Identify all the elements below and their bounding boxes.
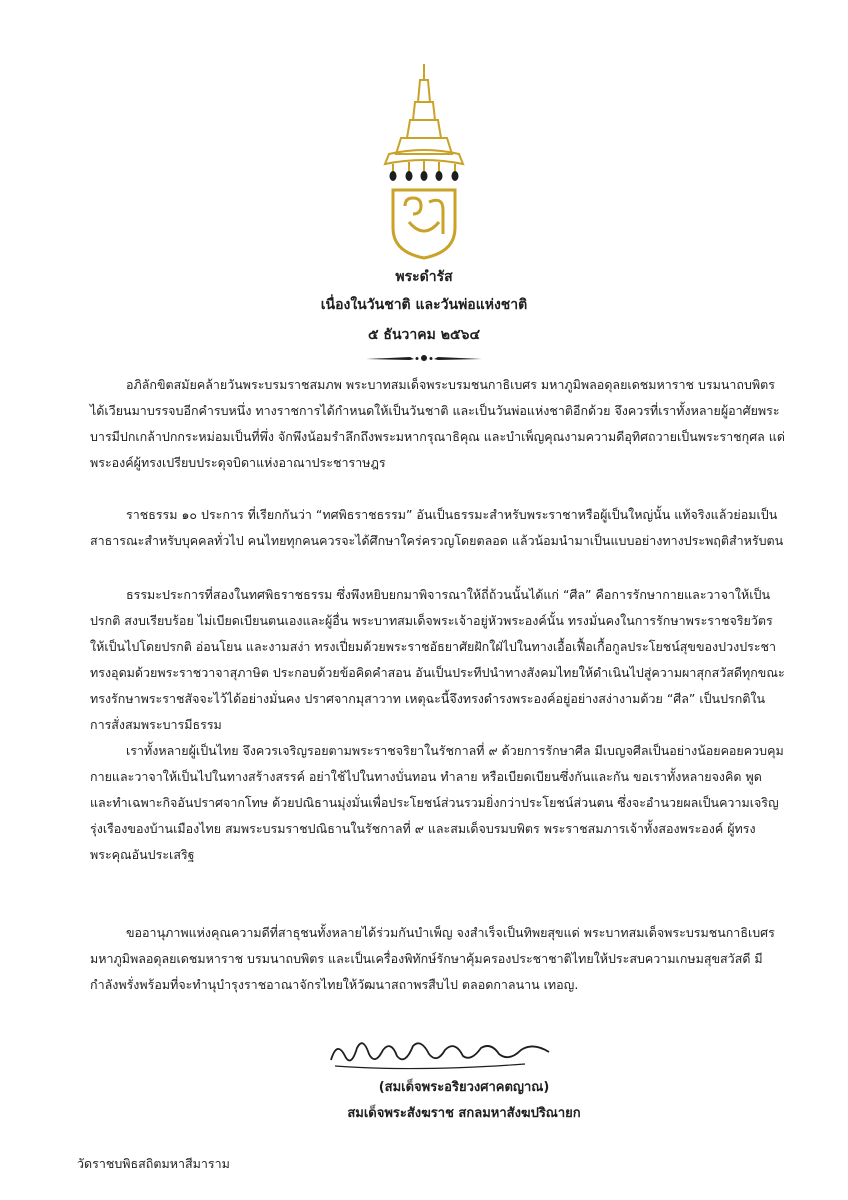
page-title: พระดำรัส [395,269,453,285]
body-paragraph-5: ขออานุภาพแห่งคุณความดีที่สาธุชนทั้งหลายได้ร่วมกันบำเพ็ญ จงสำเร็จเป็นทิพยสุขแด่ พระบาทสมเด็จพระบรมชนกาธิเบศร มหาภูมิพลอดุลยเดชมหาราช บรมนาถบพิตร และเป็นเครื่องพิทักษ์รักษาคุ้มครองประชาชาติไทยให้ประสบความเกษมสุขสวัสดี มีกำลังพรั่งพร้อมที่จะทำนุบำรุงราชอาณาจักรไทยให้วัฒนาสถาพรสืบไป ตลอดกาลนาน เทอญ. [90,925,775,992]
body-paragraph-2: ราชธรรม ๑๐ ประการ ที่เรียกกันว่า “ทศพิธราชธรรม” อันเป็นธรรมะสำหรับพระราชาหรือผู้เป็นใหญ่นั้น แท้จริงแล้วย่อมเป็นสาธารณะสำหรับบุคคลทั่วไป คนไทยทุกคนควรจะได้ศึกษาใคร่ครวญโดยตลอด แล้วน้อมนำมาเป็นแบบอย่างทางประพฤติสำหรับตน [90,507,784,548]
date-line: ๕ ธันวาคม ๒๕๖๔ [367,327,481,343]
footer-location: วัดราชบพิธสถิตมหาสีมาราม [77,1156,230,1171]
body-paragraph-3: ธรรมะประการที่สองในทศพิธราชธรรม ซึ่งพึงหยิบยกมาพิจารณาให้ถี่ถ้วนนั้นได้แก่ “ศีล” คือการรักษากายและวาจาให้เป็นปรกติ สงบเรียบร้อย ไม่เบียดเบียนตนเองและผู้อื่น พระบาทสมเด็จพระเจ้าอยู่หัวพระองค์นั้น ทรงมั่นคงในการรักษาพระราชจริยวัตรให้เป็นไปโดยปรกติ อ่อนโยน และงามสง่า ทรงเปี่ยมด้วยพระราชอัธยาศัยฝักใฝ่ไปในทางเอื้อเฟื้อเกื้อกูลประโยชน์สุขของปวงประชา ทรงอุดมด้วยพระราชวาจาสุภาษิต ประกอบด้วยข้อคิดคำสอน อันเป็นประทีปนำทางสังคมไทยให้ดำเนินไปสู่ความผาสุกสวัสดีทุกขณะ ทรงรักษาพระราชสัจจะไว้ได้อย่างมั่นคง ปราศจากมุสาวาท เหตุฉะนี้จึงทรงดำรงพระองค์อยู่อย่างสง่างามด้วย “ศีล” เป็นปรกติในการสั่งสมพระบารมีธรรม [90,587,785,732]
ornamental-divider [364,352,484,364]
signatory-name: (สมเด็จพระอริยวงศาคตญาณ) [378,1080,550,1095]
body-paragraph-4: เราทั้งหลายผู้เป็นไทย จึงควรเจริญรอยตามพระราชจริยาในรัชกาลที่ ๙ ด้วยการรักษาศีล มีเบญจศีลเป็นอย่างน้อยคอยควบคุมกายและวาจาให้เป็นไปในทางสร้างสรรค์ อย่าใช้ไปในทางบั่นทอน ทำลาย หรือเบียดเบียนซึ่งกันและกัน ขอเราทั้งหลายจงคิด พูด และทำเฉพาะกิจอันปราศจากโทษ ด้วยปณิธานมุ่งมั่นเพื่อประโยชน์ส่วนรวมยิ่งกว่าประโยชน์ส่วนตน ซึ่งจะอำนวยผลเป็นความเจริญรุ่งเรืองของบ้านเมืองไทย สมพระบรมราชปณิธานในรัชกาลที่ ๙ และสมเด็จบรมบพิตร พระราชสมภารเจ้าทั้งสองพระองค์ ผู้ทรงพระคุณอันประเสริฐ [90,743,784,862]
handwritten-signature-icon [325,1032,555,1072]
occasion-subtitle: เนื่องในวันชาติ และวันพ่อแห่งชาติ [320,297,528,313]
royal-emblem-icon [379,62,469,262]
signatory-title: สมเด็จพระสังฆราช สกลมหาสังฆปริณายก [347,1106,581,1121]
body-paragraph-1: อภิลักขิตสมัยคล้ายวันพระบรมราชสมภพ พระบาทสมเด็จพระบรมชนกาธิเบศร มหาภูมิพลอดุลยเดชมหาราช บรมนาถบพิตร ได้เวียนมาบรรจบอีกคำรบหนึ่ง ทางราชการได้กำหนดให้เป็นวันชาติ และเป็นวันพ่อแห่งชาติอีกด้วย จึงควรที่เราทั้งหลายผู้อาศัยพระบารมีปกเกล้าปกกระหม่อมเป็นที่พึ่ง จักพึงน้อมรำลึกถึงพระมหากรุณาธิคุณ และบำเพ็ญคุณงามความดีอุทิศถวายเป็นพระราชกุศล แด่พระองค์ผู้ทรงเปรียบประดุจบิดาแห่งอาณาประชาราษฎร [90,377,785,470]
